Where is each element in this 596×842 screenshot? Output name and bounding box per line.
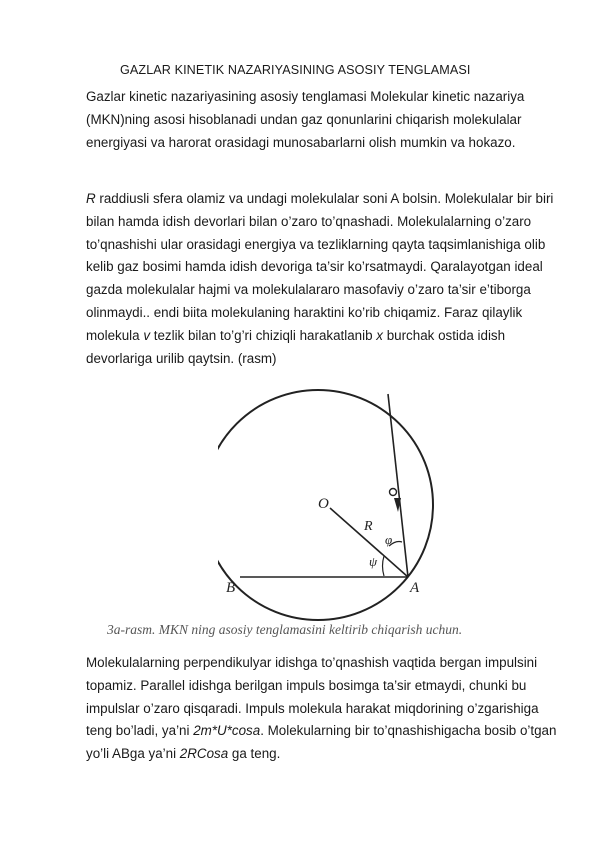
label-phi: φ [385,532,393,547]
molecule-dot [390,489,397,496]
document-title: GAZLAR KINETIK NAZARIYASINING ASOSIY TENGLAMASI [120,63,471,77]
label-psi: ψ [369,554,378,569]
paragraph-sphere-text-a: raddiusli sfera olamiz va undagi molekulalar soni A bolsin. Molekulalar bir biri bilan hamda idish devorlari bilan o’zaro to’qnashadi. Molekulalarning o’zaro to’qnashishi ular orasidagi energiya va tezliklarning qayta taqsimlanishiga olib kelib gaz bosimi hamda idish devoriga ta’sir ko’rsatmaydi. Qaralayotgan ideal gazda molekulalar hajmi va molekulalararo masofaviy o’zaro ta’sir e’tiborga olinmaydi.. endi biita molekulaning haraktini ko’rib chiqamiz. Faraz qilaylik molekula [86,191,554,343]
symbol-r: R [86,191,96,206]
paragraph-impulse-text-b: . Molekularning bir to’qnashishigacha bosib o’tgan yo’li ABga ya’ni [86,723,557,762]
label-a: A [410,580,420,596]
symbol-x: x [376,327,383,343]
formula-path: 2RCosa [179,746,229,762]
paragraph-sphere-text-b: tezlik bilan to’g’ri chiziqli harakatlanib [150,327,377,343]
angle-arc-psi [383,556,385,576]
formula-impulse: 2m*U*cosa [193,723,261,739]
paragraph-intro: Gazlar kinetic nazariyasining asosiy tenglamasi Molekular kinetic nazariya (MKN)ning asosi hisoblanadi undan gaz qonunlarini chiqarish molekulalar energiyasi va harorat orasidagi munosabarlarni olish mumkin va hokazo. [86,89,525,150]
label-r: R [364,519,373,534]
symbol-v: v [143,327,151,343]
paragraph-sphere-text-c: burchak ostida idish devorlariga urilib qaytsin. (rasm) [86,327,506,366]
paragraph-sphere [86,188,566,370]
sphere-diagram [218,380,438,640]
figure-caption: 3a-rasm. MKN ning asosiy tenglamasini keltirib chiqarish uchun. [107,622,463,637]
paragraph-impulse-text-a: Molekulalarning perpendikulyar idishga to’qnashish vaqtida bergan impulsini topamiz. Parallel idishga berilgan impuls bosimga ta’sir etmaydi, chunki bu impulslar o’zaro qisqaradi. Impuls molekula harakat miqdorining o’zgarishiga teng bo’ladi, ya’ni [86,655,539,739]
paragraph-impulse [86,652,566,766]
label-b: B [226,580,236,596]
label-o: O [318,496,329,512]
paragraph-impulse-text-c: ga teng. [228,746,281,762]
